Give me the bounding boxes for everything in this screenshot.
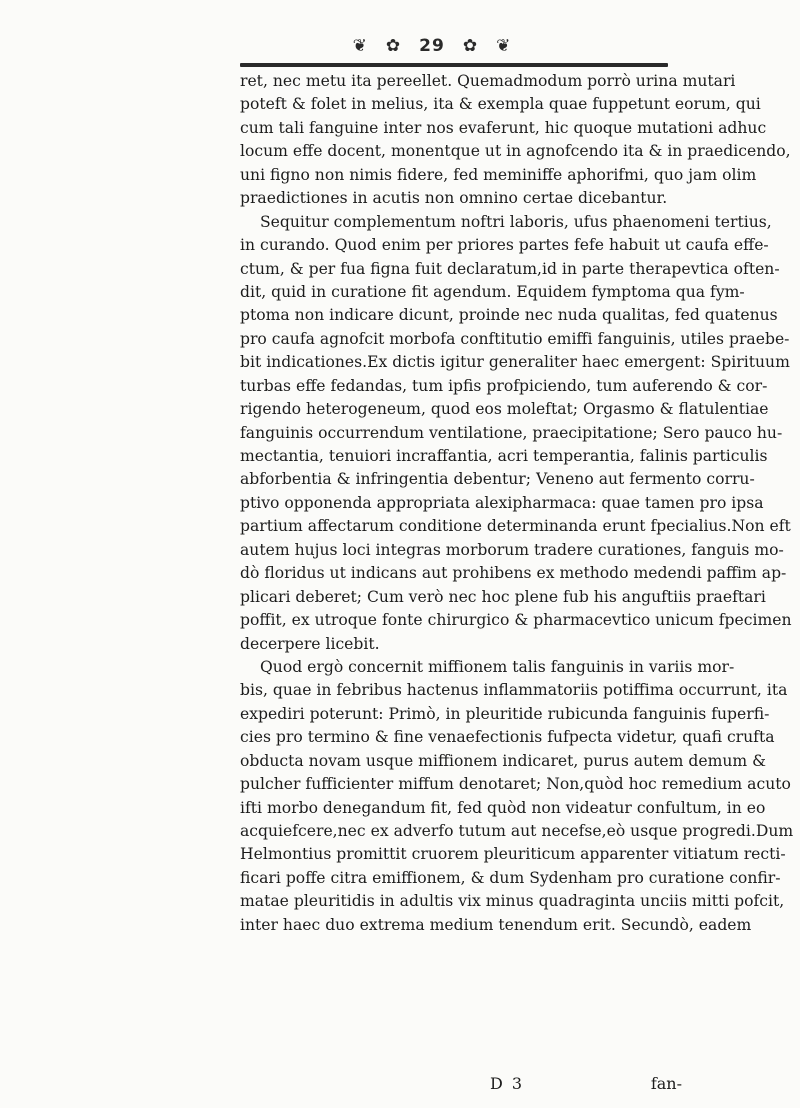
ornament-glyph: ❦ [496, 36, 512, 56]
text-line: poffit, ex utroque fonte chirurgico & pharmacevtico unicum fpecimen [240, 611, 792, 630]
text-line: mectantia, tenuiori incraffantia, acri temperantia, falinis particulis [240, 447, 768, 465]
text-line: fanguinis occurrendum ventilatione, praecipitatione; Sero pauco hu- [240, 423, 783, 442]
text-line: rigendo heterogeneum, quod eos moleftat; Orgasmo & flatulentiae [240, 400, 769, 419]
text-line: ctum, & per fua figna fuit declaratum,id in parte therapevtica often- [240, 259, 780, 278]
text-line: uni figno non nimis fidere, fed meminiffe aphorifmi, quo jam olim [240, 165, 757, 184]
text-line: turbas effe fedandas, tum ipfis profpiciendo, tum auferendo & cor- [240, 376, 768, 395]
text-line: dit, quid in curatione fit agendum. Equidem fymptoma qua fym- [240, 282, 745, 301]
text-line: bis, quae in febribus hactenus inflammatoriis potiffima occurrunt, ita [240, 681, 788, 700]
catchword: fan- [650, 1074, 682, 1093]
body-text [240, 70, 794, 937]
text-line: Helmontius promittit cruorem pleuriticum apparenter vitiatum recti- [240, 845, 786, 864]
ornament-glyph: 29 [419, 36, 445, 56]
header-rule [240, 63, 668, 67]
text-line: cum tali fanguine inter nos evaferunt, hic quoque mutationi adhuc [240, 118, 767, 137]
text-line: locum effe docent, monentque ut in agnofcendo ita & in praedicendo, [240, 142, 791, 161]
page-footer [240, 1074, 684, 1100]
text-line: matae pleuritidis in adultis vix minus quadraginta unciis mitti pofcit, [240, 892, 785, 911]
ornament-glyph: ❦ [352, 36, 368, 56]
text-line: dò floridus ut indicans aut prohibens ex methodo medendi paffim ap- [240, 564, 787, 583]
text-line: abforbentia & infringentia debentur; Veneno aut fermento corru- [240, 470, 755, 489]
text-line: ficari poffe citra emiffionem, & dum Sydenham pro curatione confir- [240, 868, 781, 887]
text-line: ptivo opponenda appropriata alexipharmaca: quae tamen pro ipsa [240, 493, 764, 512]
text-line: plicari deberet; Cum verò nec hoc plene fub his anguftiis praeftari [240, 587, 766, 606]
text-line: decerpere licebit. [240, 634, 380, 653]
text-line: obducta novam usque miffionem indicaret, purus autem demum & [240, 751, 767, 770]
text-line: acquiefcere,nec ex adverfo tutum aut necefse,eò usque progredi.Dum [240, 822, 794, 840]
text-line: ifti morbo denegandum fit, fed quòd non videatur confultum, in eo [240, 798, 766, 817]
text-line: expediri poterunt: Primò, in pleuritide rubicunda fanguinis fuperfi- [240, 704, 770, 723]
text-line: praedictiones in acutis non omnino certae dicebantur. [240, 189, 668, 208]
text-line: inter haec duo extrema medium tenendum erit. Secundò, eadem [240, 915, 752, 934]
text-line: autem hujus loci integras morborum tradere curationes, fanguis mo- [240, 540, 784, 559]
signature-mark: D 3 [490, 1074, 525, 1093]
text-line: partium affectarum conditione determinanda erunt fpecialius.Non eft [240, 517, 791, 536]
text-line: Sequitur complementum noftri laboris, ufus phaenomeni tertius, [260, 212, 772, 231]
text-line: pro caufa agnofcit morbofa conftitutio emiffi fanguinis, utiles praebe- [240, 329, 790, 348]
page-header-ornament [222, 34, 642, 58]
ornament-glyph: ✿ [462, 36, 479, 56]
text-line: bit indicationes.Ex dictis igitur generaliter haec emergent: Spirituum [240, 353, 790, 372]
text-line: cies pro termino & fine venaefectionis fufpecta videtur, quafi crufta [240, 728, 775, 747]
text-line: pulcher fufficienter miffum denotaret; Non,quòd hoc remedium acuto [240, 775, 791, 794]
text-line: ret, nec metu ita pereellet. Quemadmodum porrò urina mutari [240, 72, 736, 90]
text-line: ptoma non indicare dicunt, proinde nec nuda qualitas, fed quatenus [240, 306, 778, 325]
text-line: Quod ergò concernit miffionem talis fanguinis in variis mor- [260, 657, 735, 676]
ornament-glyph: ✿ [385, 36, 402, 56]
text-line: in curando. Quod enim per priores partes fefe habuit ut caufa effe- [240, 236, 769, 255]
text-line: poteft & folet in melius, ita & exempla quae fuppetunt eorum, qui [240, 95, 761, 114]
